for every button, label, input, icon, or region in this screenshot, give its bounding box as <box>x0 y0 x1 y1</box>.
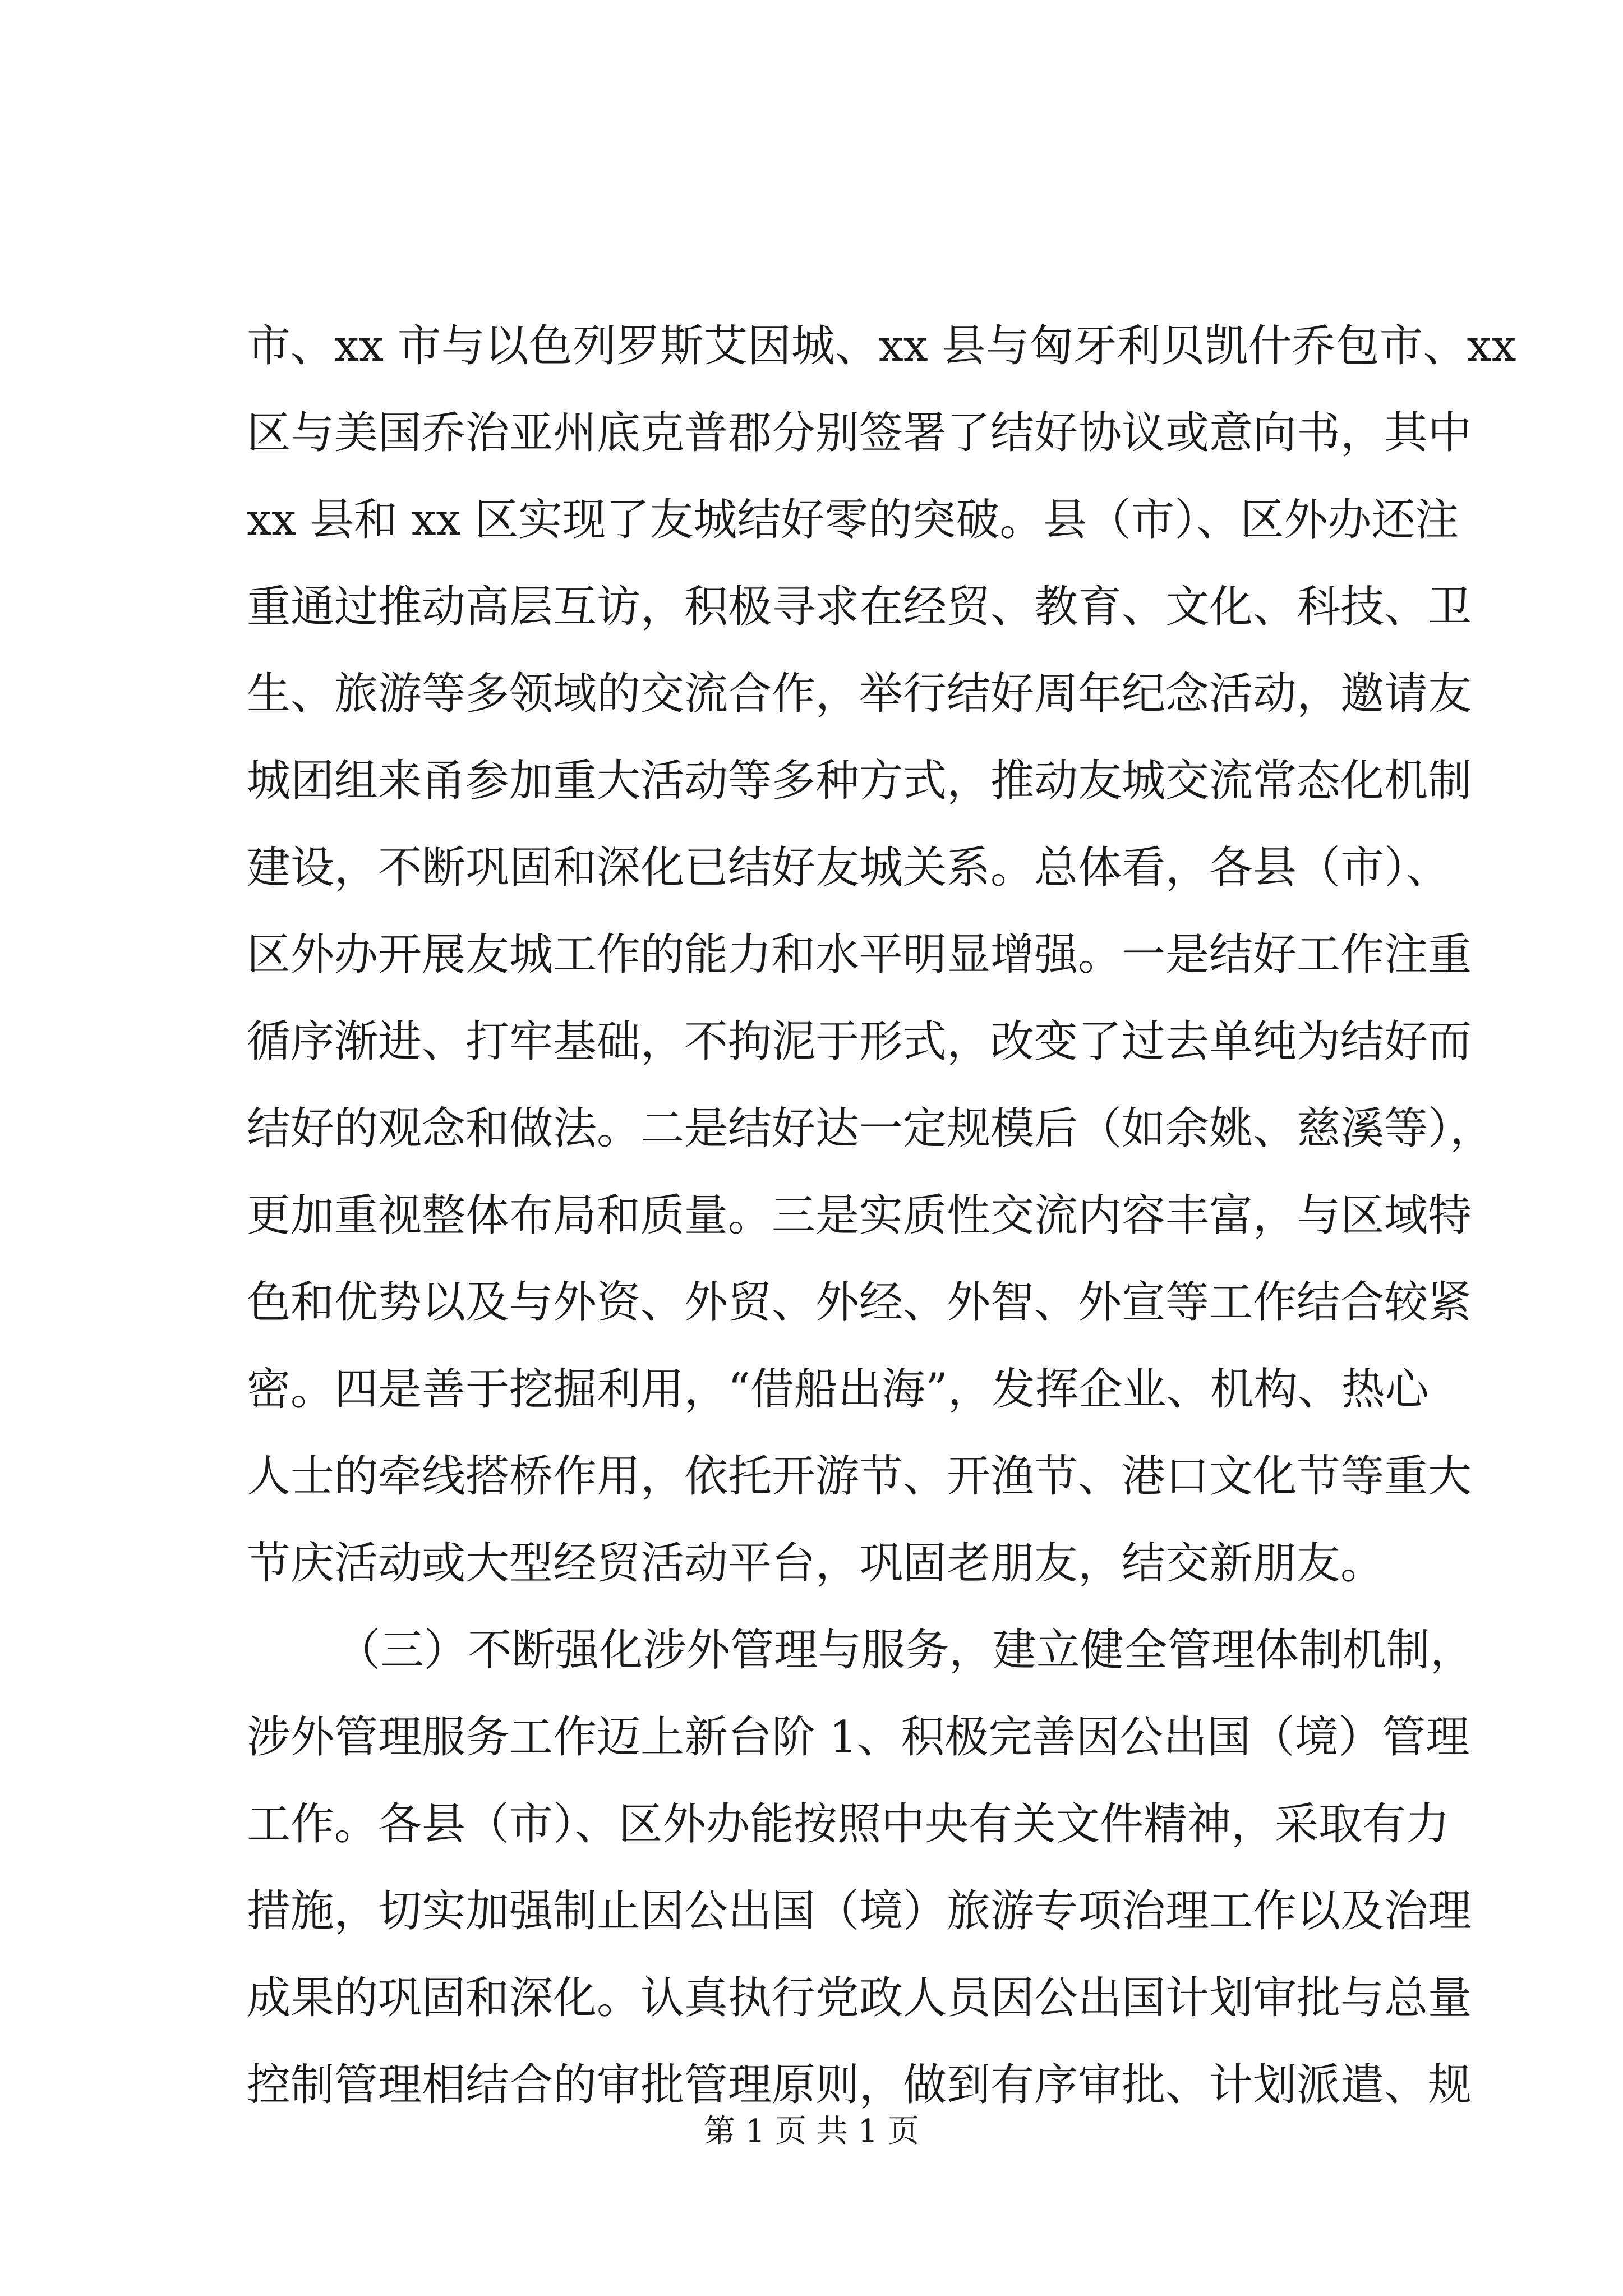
text-line: 区外办开展友城工作的能力和水平明显增强。一是结好工作注重 <box>247 930 1472 980</box>
text-line: 更加重视整体布局和质量。三是实质性交流内容丰富，与区域特 <box>247 1190 1472 1241</box>
text-line: 区与美国乔治亚州底克普郡分别签署了结好协议或意向书，其中 <box>247 408 1472 458</box>
page-footer: 第 1 页 共 1 页 <box>703 2113 920 2150</box>
text-line: 控制管理相结合的审批管理原则，做到有序审批、计划派遣、规 <box>247 2060 1472 2110</box>
text-line: 涉外管理服务工作迈上新台阶 1、积极完善因公出国（境）管理 <box>247 1712 1470 1763</box>
text-line: 工作。各县（市）、区外办能按照中央有关文件精神，采取有力 <box>247 1799 1450 1849</box>
text-line: 措施，切实加强制止因公出国（境）旅游专项治理工作以及治理 <box>247 1886 1472 1936</box>
document-body <box>247 303 1516 2129</box>
text-line: 人士的牵线搭桥作用，依托开游节、开渔节、港口文化节等重大 <box>247 1451 1472 1502</box>
text-line: 循序渐进、打牢基础，不拘泥于形式，改变了过去单纯为结好而 <box>247 1016 1472 1067</box>
paragraph-end-line: 节庆活动或大型经贸活动平台，巩固老朋友，结交新朋友。 <box>247 1538 1385 1589</box>
text-line: xx 县和 xx 区实现了友城结好零的突破。县（市）、区外办还注 <box>247 495 1459 545</box>
text-line: 密。四是善于挖掘利用，“借船出海”，发挥企业、机构、热心 <box>247 1364 1429 1415</box>
text-line: 城团组来甬参加重大活动等多种方式，推动友城交流常态化机制 <box>247 756 1472 806</box>
text-line: 生、旅游等多领域的交流合作，举行结好周年纪念活动，邀请友 <box>247 669 1472 719</box>
text-line: 结好的观念和做法。二是结好达一定规模后（如余姚、慈溪等）， <box>247 1103 1494 1154</box>
text-line: 建设，不断巩固和深化已结好友城关系。总体看，各县（市）、 <box>247 843 1450 893</box>
text-line: 色和优势以及与外资、外贸、外经、外智、外宣等工作结合较紧 <box>247 1277 1472 1328</box>
text-line: 成果的巩固和深化。认真执行党政人员因公出国计划审批与总量 <box>247 1973 1472 2023</box>
section-heading-line: （三）不断强化涉外管理与服务，建立健全管理体制机制， <box>336 1625 1474 1676</box>
text-line: 重通过推动高层互访，积极寻求在经贸、教育、文化、科技、卫 <box>247 582 1472 632</box>
text-line: 市、xx 市与以色列罗斯艾因城、xx 县与匈牙利贝凯什乔包市、xx <box>247 321 1516 371</box>
